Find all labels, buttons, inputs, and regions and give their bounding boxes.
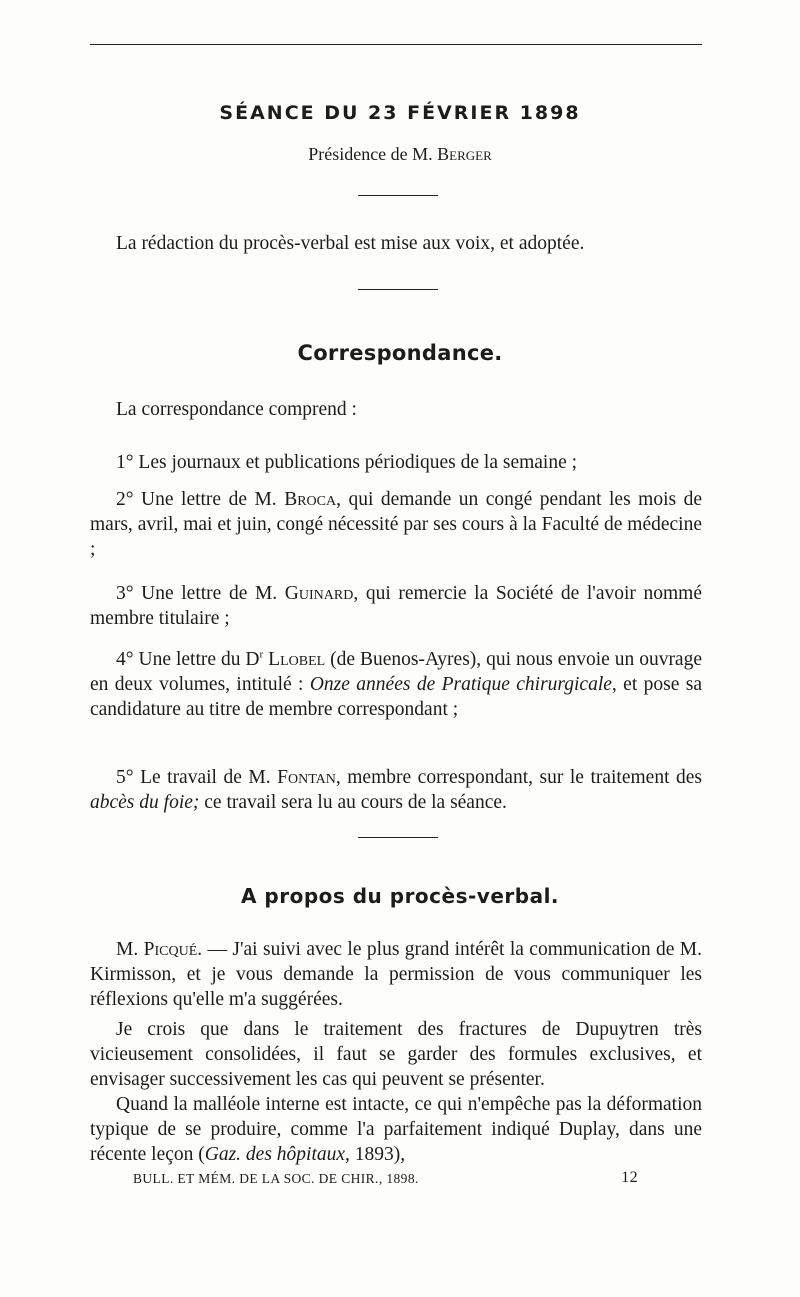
italic-phrase: abcès du foie;: [90, 792, 200, 813]
paragraph-text: Quand la malléole interne est intacte, ce qui n'empêche pas la déformation typique de se produire, comme l'a parfaitement indiqué Duplay, dans une récente leçon (: [90, 1094, 702, 1165]
item-text: , qui remercie la Société de l'avoir nommé membre titulaire ;: [90, 583, 702, 629]
correspondance-item-5: [90, 765, 702, 815]
correspondance-item-3: [90, 581, 702, 631]
apropos-heading: A propos du procès-verbal.: [240, 884, 560, 908]
item-text: , et pose sa candidature au titre de membre correspondant ;: [90, 674, 703, 720]
page-number: 12: [621, 1169, 638, 1186]
speaker-name: Picqué: [143, 939, 198, 960]
item-prefix: 5° Le travail de M.: [116, 767, 278, 788]
item-text: , membre correspondant, sur le traitement des: [335, 767, 703, 788]
correspondance-intro: La correspondance comprend :: [116, 399, 357, 420]
header-rule: [90, 44, 702, 45]
speaker-prefix: M.: [116, 939, 144, 960]
correspondance-item-2: [90, 487, 702, 562]
person-name: Broca: [284, 489, 337, 510]
item-prefix: 2° Une lettre de M.: [116, 489, 285, 510]
apropos-paragraph-3: [90, 1092, 702, 1167]
journal-reference: Gaz. des hôpitaux: [204, 1144, 346, 1165]
book-title: Onze années de Pratique chirurgicale: [309, 674, 612, 695]
person-name: Llobel: [263, 649, 326, 670]
separator-rule: [358, 289, 438, 290]
item-text: , qui demande un congé pendant les mois de mars, avril, mai et juin, congé nécessité par ses cours à la Faculté de médecine ;: [90, 489, 702, 560]
footer-journal: BULL. ET MÉM. DE LA SOC. DE CHIR., 1898.: [133, 1171, 419, 1186]
presidence-prefix: Présidence de M.: [308, 144, 438, 164]
correspondance-item-4: [90, 647, 702, 722]
president-name: Berger: [437, 144, 492, 164]
apropos-paragraph-1: [90, 937, 702, 1012]
person-name: Guinard: [284, 583, 354, 604]
presidence-line: [0, 144, 800, 165]
item-text: ce travail sera lu au cours de la séance.: [199, 792, 507, 813]
proces-verbal-text: La rédaction du procès-verbal est mise aux voix, et adoptée.: [116, 233, 585, 254]
paragraph-text: , 1893),: [345, 1144, 406, 1165]
session-title: SÉANCE DU 23 FÉVRIER 1898: [219, 102, 581, 124]
title-superscript: r: [259, 648, 264, 661]
separator-rule: [358, 837, 438, 838]
item-prefix: 4° Une lettre du D: [116, 649, 260, 670]
separator-rule: [358, 195, 438, 196]
item-prefix: 3° Une lettre de M.: [116, 583, 285, 604]
item-text: (de Buenos-Ayres), qui nous envoie un ouvrage en deux volumes, intitulé :: [90, 649, 702, 695]
person-name: Fontan: [277, 767, 336, 788]
correspondance-heading: Correspondance.: [297, 341, 503, 365]
paragraph-text: . — J'ai suivi avec le plus grand intérêt la communication de M. Kirmisson, et je vous demande la permission de vous communiquer les réflexions qu'elle m'a suggérées.: [90, 939, 703, 1010]
apropos-paragraph-2: Je crois que dans le traitement des fractures de Dupuytren très vicieusement consolidées, il faut se garder des formules exclusives, et envisager successivement les cas qui peuvent se présenter.: [90, 1019, 702, 1090]
correspondance-item-1: 1° Les journaux et publications périodiques de la semaine ;: [116, 452, 578, 473]
